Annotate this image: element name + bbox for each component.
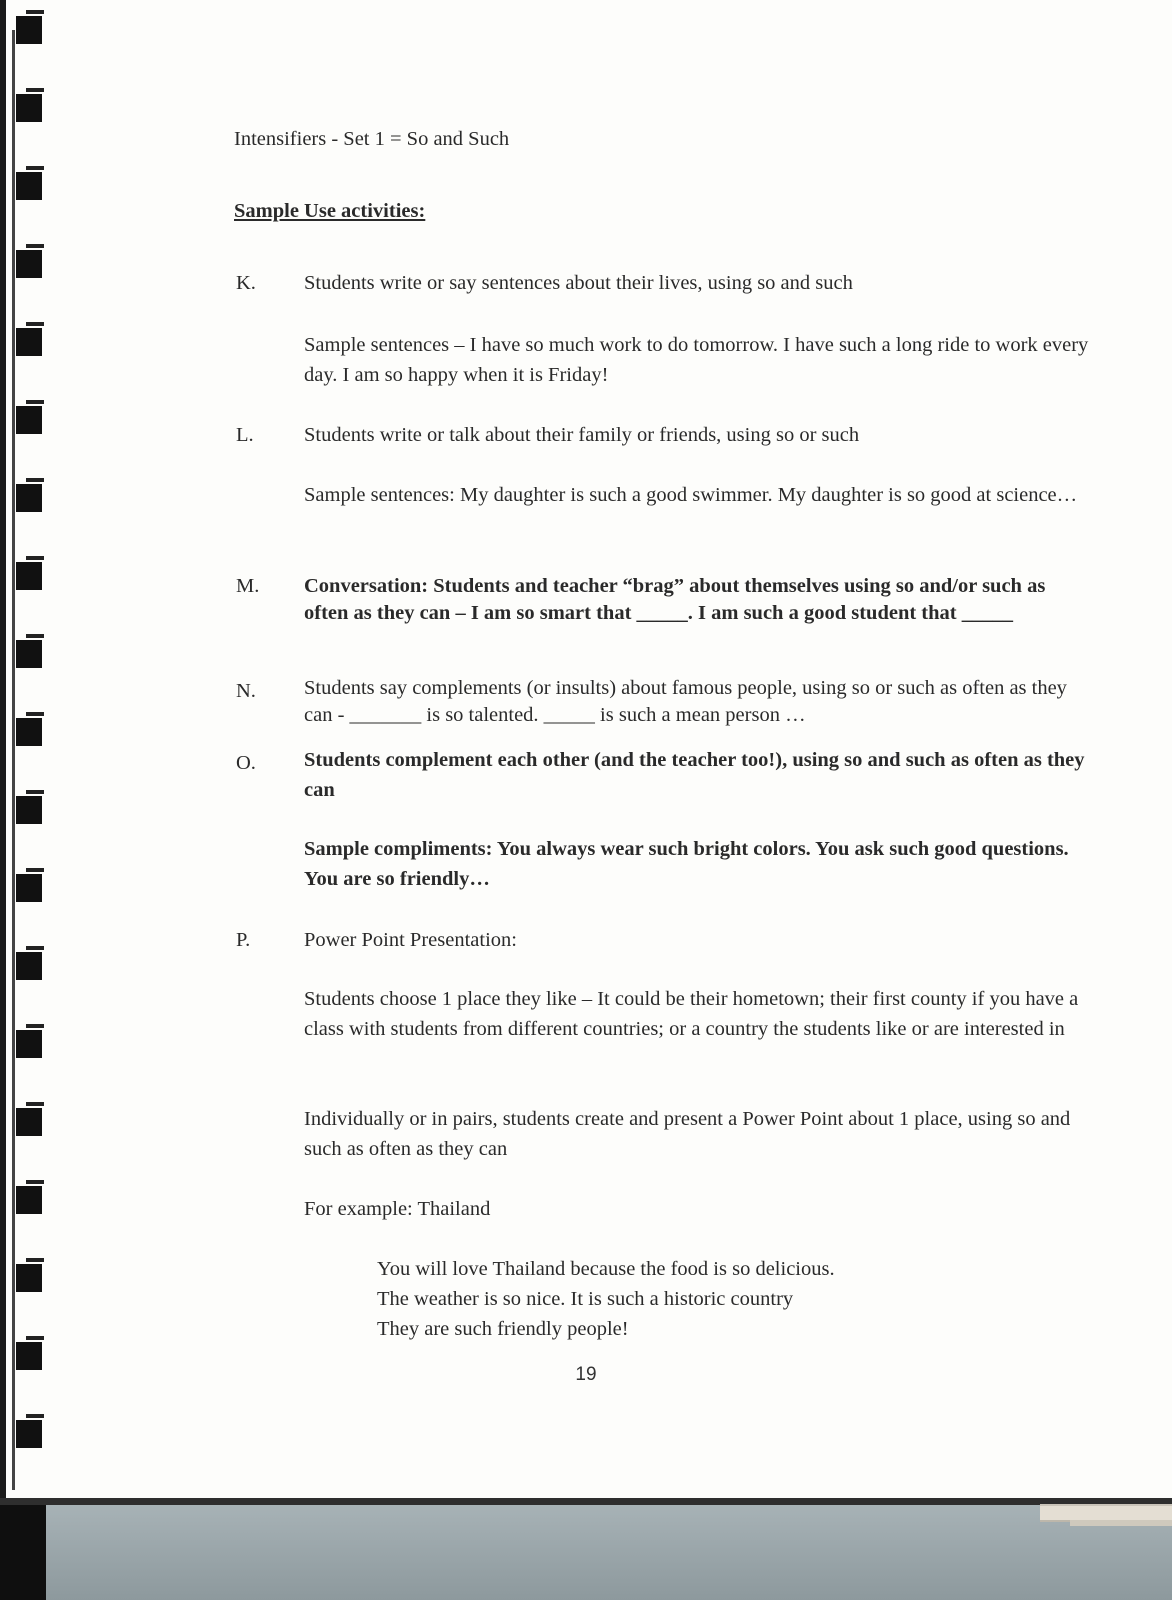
binding-coil (0, 400, 44, 436)
binding-coil (0, 556, 44, 592)
activity-text: Students write or talk about their family or friends, using so or such (304, 424, 860, 446)
example-label: For example: Thailand (304, 1198, 491, 1220)
binding-coil (0, 634, 44, 670)
binding-coil (0, 10, 44, 46)
spiral-binding (0, 0, 50, 1505)
activity-text: Students complement each other (and the teacher too!), using so and such as often as they can (304, 749, 1085, 801)
binding-coil (0, 244, 44, 280)
binding-coil (0, 1102, 44, 1138)
page-number: 19 (575, 1364, 597, 1385)
binding-coil (0, 1180, 44, 1216)
activity-sample: Sample sentences: My daughter is such a good swimmer. My daughter is so good at science… (304, 484, 1078, 506)
binding-coil (0, 1414, 44, 1450)
section-heading: Sample Use activities: (234, 200, 426, 222)
example-line: They are such friendly people! (377, 1318, 629, 1340)
activity-letter: M. (236, 575, 260, 597)
activity-sample: Sample sentences – I have so much work to do tomorrow. I have such a long ride to work every day. I am so happy when it is Friday! (304, 334, 1089, 386)
example-line: The weather is so nice. It is such a historic country (377, 1288, 794, 1310)
activity-letter: N. (236, 680, 256, 702)
activity-paragraph: Students choose 1 place they like – It could be their hometown; their first county if you have a class with students from different countries; or a country the students like or are interested in (304, 988, 1079, 1040)
binding-coil (0, 1024, 44, 1060)
activity-text: Students say complements (or insults) about famous people, using so or such as often as they can - _______ is so talented. _____ is such a mean person … (304, 677, 1067, 726)
scanner-background (0, 1505, 1172, 1600)
activity-text: Students write or say sentences about their lives, using so and such (304, 272, 853, 294)
activity-letter: O. (236, 752, 256, 774)
page-title: Intensifiers - Set 1 = So and Such (234, 128, 510, 150)
activity-sample: Sample compliments: You always wear such bright colors. You ask such good questions. You are so friendly… (304, 838, 1069, 890)
binding-coil (0, 712, 44, 748)
activity-paragraph: Individually or in pairs, students create and present a Power Point about 1 place, using so and such as often as they can (304, 1108, 1071, 1160)
binding-coil (0, 790, 44, 826)
activity-letter: L. (236, 424, 254, 446)
binding-coil (0, 1258, 44, 1294)
binding-coil (0, 946, 44, 982)
binding-coil (0, 478, 44, 514)
activity-letter: P. (236, 929, 251, 951)
activity-text: Power Point Presentation: (304, 929, 517, 951)
activity-letter: K. (236, 272, 256, 294)
binding-coil (0, 166, 44, 202)
example-line: You will love Thailand because the food is so delicious. (377, 1258, 835, 1280)
activity-text: Conversation: Students and teacher “brag” about themselves using so and/or such as often as they can – I am so smart that _____. I am such a good student that _____ (304, 575, 1046, 624)
stacked-pages-edge (1070, 1520, 1172, 1526)
binding-coil (0, 322, 44, 358)
binding-coil (0, 868, 44, 904)
binding-coil (0, 88, 44, 124)
binding-end (0, 1505, 46, 1600)
